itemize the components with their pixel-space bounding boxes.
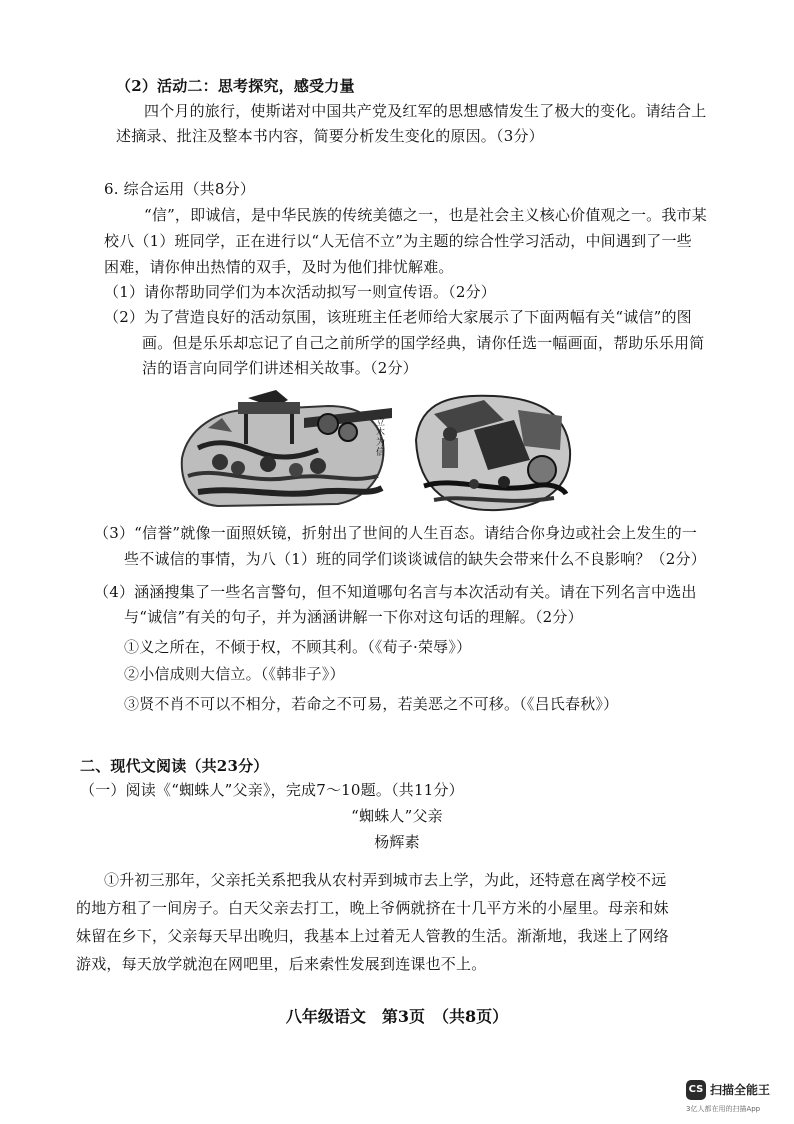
q6-part3: （3）“信誉”就像一面照妖镜，折射出了世间的人生百态。请结合你身边或社会上发生的一 bbox=[94, 524, 698, 542]
section-heading: 二、现代文阅读（共23分） bbox=[80, 757, 269, 775]
quote-item: ①义之所在，不倾于权，不顾其利。（《荀子·荣辱》） bbox=[124, 638, 472, 656]
article-paragraph: 妹留在乡下，父亲每天早出晚归，我基本上过着无人管教的生活。渐渐地，我迷上了网络 bbox=[76, 927, 669, 945]
q6-part3: 些不诚信的事情，为八（1）班的同学们谈谈诚信的缺失会带来什么不良影响？（2分） bbox=[124, 550, 706, 568]
q6-part2: 洁的语言向同学们讲述相关故事。（2分） bbox=[142, 359, 418, 377]
article-paragraph: ①升初三那年，父亲托关系把我从农村弄到城市去上学，为此，还特意在离学校不远 bbox=[104, 871, 667, 889]
illustration-story-scene bbox=[414, 390, 574, 514]
illustration-caption: 立木为信 bbox=[376, 418, 386, 458]
article-title: “蜘蛛人”父亲 bbox=[351, 807, 443, 825]
q6-intro: “信”，即诚信，是中华民族的传统美德之一，也是社会主义核心价值观之一。我市某 bbox=[144, 206, 707, 224]
section-subheading: （一）阅读《“蜘蛛人”父亲》，完成7～10题。（共11分） bbox=[80, 781, 464, 799]
q6-part4: （4）涵涵搜集了一些名言警句，但不知道哪句名言与本次活动有关。请在下列名言中选出 bbox=[94, 583, 697, 601]
scanner-watermark bbox=[686, 1080, 794, 1116]
q5-part2-line: 四个月的旅行，使斯诺对中国共产党及红军的思想感情发生了极大的变化。请结合上 bbox=[144, 102, 707, 120]
quote-item: ②小信成则大信立。（《韩非子》） bbox=[124, 665, 345, 683]
article-author: 杨辉素 bbox=[374, 833, 420, 851]
q6-heading: 6. 综合运用（共8分） bbox=[104, 180, 256, 198]
q6-part2: （2）为了营造良好的活动氛围，该班班主任老师给大家展示了下面两幅有关“诚信”的图 bbox=[104, 308, 692, 326]
q5-part2-heading: （2）活动二：思考探究，感受力量 bbox=[116, 77, 355, 95]
illustration-drawing bbox=[178, 388, 406, 514]
quote-item: ③贤不肖不可以不相分，若命之不可易，若美恶之不可移。（《吕氏春秋》） bbox=[124, 695, 619, 713]
q6-part2: 画。但是乐乐却忘记了自己之前所学的国学经典，请你任选一幅画面，帮助乐乐用简 bbox=[142, 334, 705, 352]
scanner-app-name: 扫描全能王 bbox=[710, 1083, 771, 1097]
q6-part4: 与“诚信”有关的句子，并为涵涵讲解一下你对这句话的理解。（2分） bbox=[124, 608, 583, 626]
q6-part1: （1）请你帮助同学们为本次活动拟写一则宣传语。（2分） bbox=[104, 283, 496, 301]
q6-intro: 校八（1）班同学，正在进行以“人无信不立”为主题的综合性学习活动，中间遇到了一些 bbox=[104, 232, 692, 250]
q6-intro: 困难，请你伸出热情的双手，及时为他们排忧解难。 bbox=[104, 258, 454, 276]
illustration-standing-wood-trust bbox=[178, 388, 406, 514]
q5-part2-line: 述摘录、批注及整本书内容，简要分析发生变化的原因。（3分） bbox=[116, 127, 544, 145]
article-paragraph: 的地方租了一间房子。白天父亲去打工，晚上爷俩就挤在十几平方米的小屋里。母亲和妹 bbox=[76, 899, 669, 917]
illustration-drawing bbox=[414, 390, 574, 514]
scanner-logo-icon: CS bbox=[686, 1080, 706, 1100]
page-footer: 八年级语文 第3页 （共8页） bbox=[285, 1007, 509, 1026]
scanner-tagline: 3亿人都在用的扫描App bbox=[686, 1105, 761, 1113]
article-paragraph: 游戏，每天放学就泡在网吧里，后来索性发展到连课也不上。 bbox=[76, 955, 487, 973]
